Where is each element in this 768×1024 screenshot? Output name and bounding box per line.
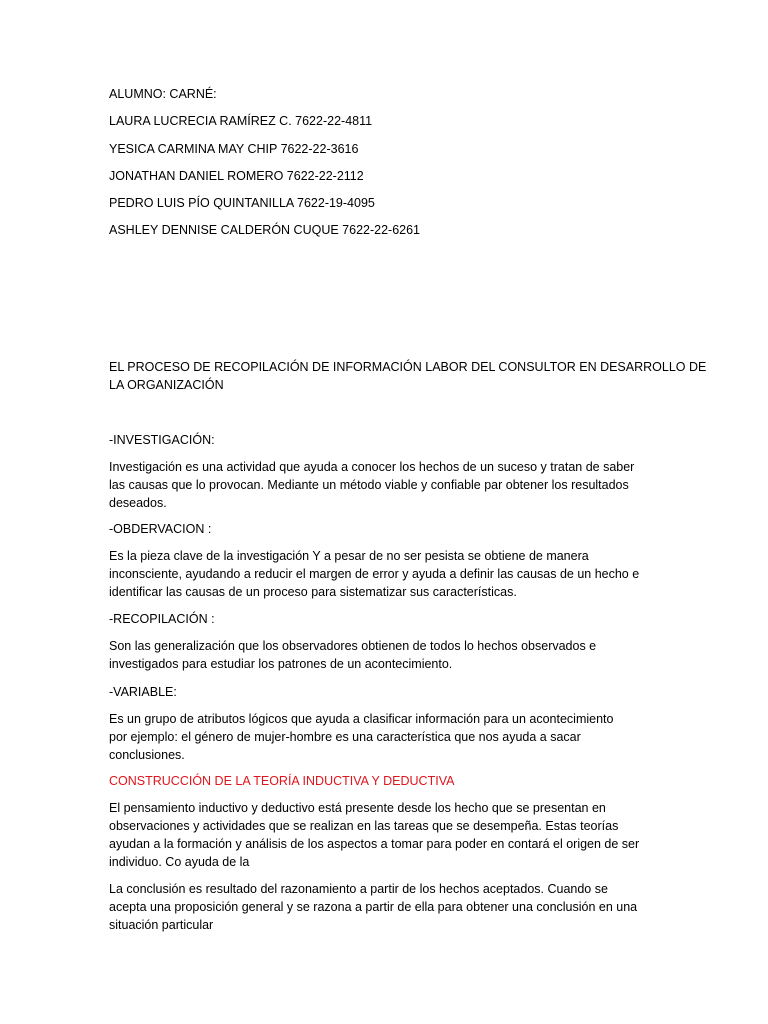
paragraph-line: individuo. Co ayuda de la bbox=[109, 855, 250, 869]
student-entry: ASHLEY DENNISE CALDERÓN CUQUE 7622-22-6261 bbox=[109, 223, 421, 237]
paragraph-line: deseados. bbox=[109, 496, 167, 510]
paragraph-line: por ejemplo: el género de mujer-hombre es una característica que nos ayuda a sacar bbox=[109, 730, 581, 744]
construccion-paragraph-1 bbox=[109, 799, 669, 871]
paragraph-line: Es un grupo de atributos lógicos que ayuda a clasificar información para un acontecimiento bbox=[109, 712, 614, 726]
paragraph-line: las causas que lo provocan. Mediante un método viable y confiable par obtener los resultados bbox=[109, 478, 629, 492]
paragraph-line: La conclusión es resultado del razonamiento a partir de los hechos aceptados. Cuando se bbox=[109, 882, 608, 896]
section-heading-investigacion: -INVESTIGACIÓN: bbox=[109, 433, 215, 447]
title-line: EL PROCESO DE RECOPILACIÓN DE INFORMACIÓN LABOR DEL CONSULTOR EN DESARROLLO DE bbox=[109, 360, 707, 374]
paragraph-line: observaciones y actividades que se realizan en las tareas que se desempeña. Estas teorías bbox=[109, 819, 619, 833]
construccion-paragraph-2 bbox=[109, 880, 669, 934]
student-entry: LAURA LUCRECIA RAMÍREZ C. 7622-22-4811 bbox=[109, 114, 373, 128]
document-title bbox=[109, 358, 707, 394]
student-header-label: ALUMNO: CARNÉ: bbox=[109, 87, 217, 101]
section-body-investigacion bbox=[109, 458, 669, 512]
paragraph-line: acepta una proposición general y se razona a partir de ella para obtener una conclusión en una bbox=[109, 900, 638, 914]
section-body-variable bbox=[109, 710, 669, 764]
paragraph-line: Investigación es una actividad que ayuda a conocer los hechos de un suceso y tratan de saber bbox=[109, 460, 635, 474]
student-entry: PEDRO LUIS PÍO QUINTANILLA 7622-19-4095 bbox=[109, 196, 375, 210]
paragraph-line: conclusiones. bbox=[109, 748, 185, 762]
paragraph-line: Son las generalización que los observadores obtienen de todos lo hechos observados e bbox=[109, 639, 597, 653]
paragraph-line: El pensamiento inductivo y deductivo está presente desde los hecho que se presentan en bbox=[109, 801, 606, 815]
title-line: LA ORGANIZACIÓN bbox=[109, 378, 224, 392]
construccion-heading: CONSTRUCCIÓN DE LA TEORÍA INDUCTIVA Y DEDUCTIVA bbox=[109, 774, 455, 788]
student-entry: JONATHAN DANIEL ROMERO 7622-22-2112 bbox=[109, 169, 364, 183]
paragraph-line: identificar las causas de un proceso para sistematizar sus características. bbox=[109, 585, 517, 599]
paragraph-line: ayudan a la formación y análisis de los aspectos a tomar para poder en contará el origen de ser bbox=[109, 837, 640, 851]
section-heading-recopilacion: -RECOPILACIÓN : bbox=[109, 612, 215, 626]
paragraph-line: Es la pieza clave de la investigación Y a pesar de no ser pesista se obtiene de manera bbox=[109, 549, 589, 563]
paragraph-line: inconsciente, ayudando a reducir el margen de error y ayuda a definir las causas de un hecho e bbox=[109, 567, 640, 581]
section-body-observacion bbox=[109, 547, 669, 601]
paragraph-line: situación particular bbox=[109, 918, 214, 932]
paragraph-line: investigados para estudiar los patrones de un acontecimiento. bbox=[109, 657, 453, 671]
section-heading-observacion: -OBDERVACION : bbox=[109, 522, 212, 536]
section-heading-variable: -VARIABLE: bbox=[109, 685, 177, 699]
student-entry: YESICA CARMINA MAY CHIP 7622-22-3616 bbox=[109, 142, 359, 156]
section-body-recopilacion bbox=[109, 637, 669, 673]
